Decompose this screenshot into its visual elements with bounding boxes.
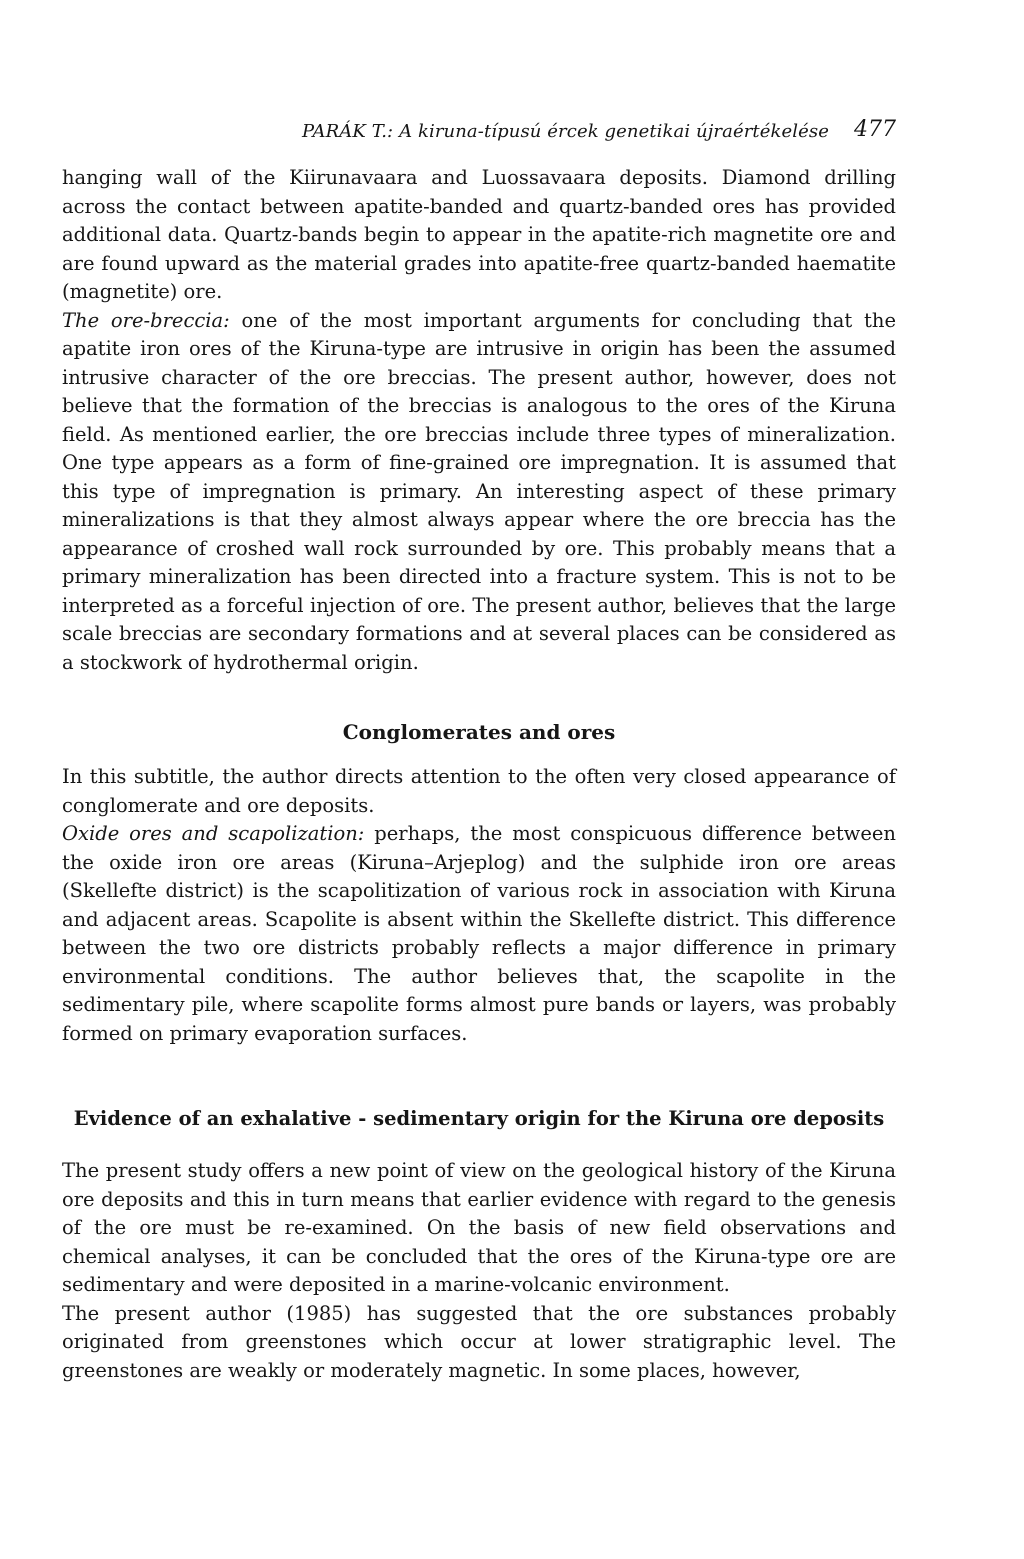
paragraph-text: perhaps, the most conspicuous difference between the oxide iron ore areas (Kiruna–Arjeplog) and the sulphide iron ore areas (Skellefte district) is the scapolitization of various rock in association with Kiruna and adjacent areas. Scapolite is absent within the Skellefte district. This difference between the two ore districts probably reflects a major difference in primary environmental conditions. The author believes that, the scapolite in the sedimentary pile, where scapolite forms almost pure bands or layers, was probably formed on primary evaporation surfaces. [62, 822, 896, 1045]
running-header [62, 117, 896, 147]
paragraph-text: The present author (1985) has suggested that the ore substances probably originated from greenstones which occur at lower stratigraphic level. The greenstones are weakly or moderately magnetic. In some places, however, [62, 1301, 896, 1382]
section-conglomerates-body [62, 763, 896, 1048]
paragraph-lead-italic: Oxide ores and scapolization: [62, 822, 365, 845]
page-number: 477 [854, 117, 896, 142]
paragraph-hanging-wall [62, 164, 896, 307]
paragraph-ore-breccia [62, 307, 896, 678]
section-evidence-body [62, 1157, 896, 1385]
paragraph-oxide-ores [62, 820, 896, 1048]
body-top [62, 164, 896, 677]
header-title: A kiruna-típusú ércek genetikai újraértékelése [399, 121, 829, 142]
paragraph-text: The present study offers a new point of view on the geological history of the Kiruna ore deposits and this in turn means that earlier evidence with regard to the genesis of the ore must be re-examined. On the basis of new field observations and chemical analyses, it can be concluded that the ores of the Kiruna-type ore are sedimentary and were deposited in a marine-volcanic environment. [62, 1159, 896, 1296]
header-author: PARÁK T.: [302, 121, 394, 142]
running-title [302, 121, 829, 142]
paragraph-greenstones [62, 1300, 896, 1386]
paragraph-text: hanging wall of the Kiirunavaara and Luossavaara deposits. Diamond drilling across the contact between apatite-banded and quartz-banded ores has provided additional data. Quartz-bands begin to appear in the apatite-rich magnetite ore and are found upward as the material grades into apatite-free quartz-banded haematite (magnetite) ore. [62, 166, 896, 303]
paragraph-text: In this subtitle, the author directs attention to the often very closed appearance of conglomerate and ore deposits. [62, 765, 896, 817]
section-heading-evidence: Evidence of an exhalative - sedimentary origin for the Kiruna ore deposits [73, 1107, 885, 1130]
section-heading-conglomerates: Conglomerates and ores [342, 720, 616, 744]
paragraph-lead-italic: The ore-breccia: [62, 308, 230, 332]
paragraph-new-point-of-view [62, 1157, 896, 1300]
paragraph-subtitle-intro [62, 763, 896, 820]
paragraph-text: one of the most important arguments for concluding that the apatite iron ores of the Kiruna-type are intrusive in origin has been the assumed intrusive character of the ore breccias. The present author, however, does not believe that the formation of the breccias is analogous to the ores of the Kiruna field. As mentioned earlier, the ore breccias include three types of mineralization. One type appears as a form of fine-grained ore impregnation. It is assumed that this type of impregnation is primary. An interesting aspect of these primary mineralizations is that they almost always appear where the ore breccia has the appearance of croshed wall rock surrounded by ore. This probably means that a primary mineralization has been directed into a fracture system. This is not to be interpreted as a forceful injection of ore. The present author, believes that the large scale breccias are secondary formations and at several places can be considered as a stockwork of hydrothermal origin. [62, 308, 896, 674]
